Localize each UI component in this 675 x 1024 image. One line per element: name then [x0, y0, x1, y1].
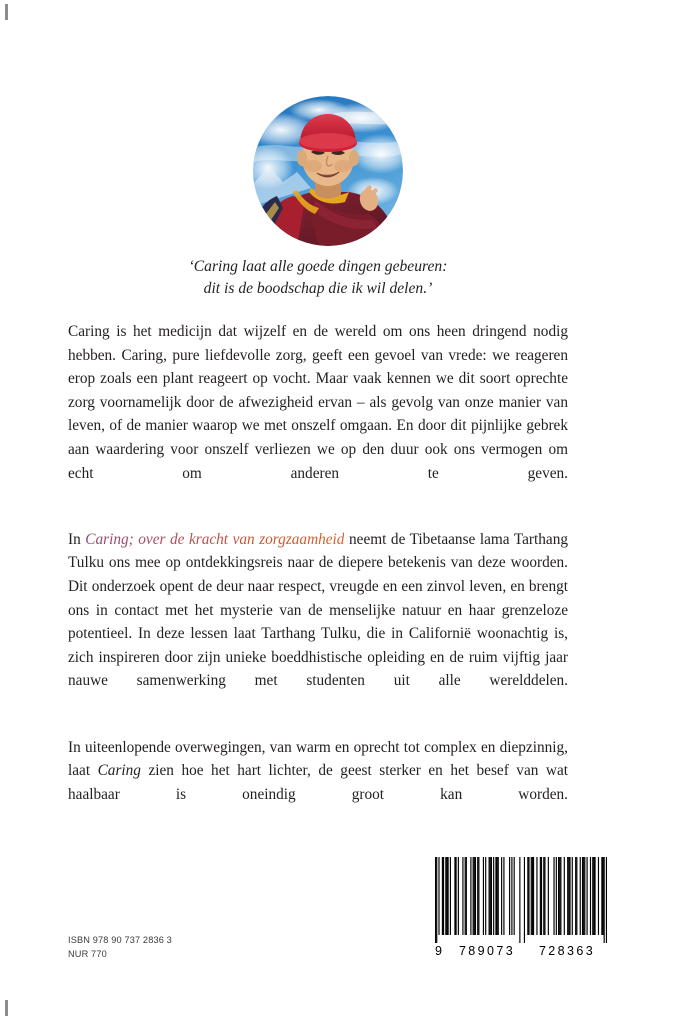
- barcode-bars: [435, 857, 607, 943]
- blurb-paragraph-1: Caring is het medicijn dat wijzelf en de wereld om ons heen dringend nodig hebben. Caring, pure liefdevolle zorg, geeft een gevoel van vrede: we reageren erop zoals een plant reageert op vocht. Maar vaak kennen we dit soort oprechte zorg voornamelijk door de afwezigheid ervan – als gevolg van onze manier van leven, of de manier waarop we met onszelf omgaan. En door dit pijnlijke gebrek aan waardering voor onszelf verliezen we op den duur ook ons vermogen om echt om anderen te geven.: [68, 323, 568, 482]
- pull-quote-line-2: dit is de boodschap die ik wil delen.’: [203, 280, 433, 297]
- ean13-barcode: [435, 857, 607, 958]
- blurb-paragraph-2-prefix: In: [68, 530, 86, 548]
- barcode-right-group: 728363: [538, 944, 596, 958]
- nur-text: NUR 770: [68, 948, 107, 959]
- book-title-short: Caring: [97, 762, 141, 780]
- blurb-paragraph-3: [68, 736, 568, 830]
- barcode-digits: [435, 944, 607, 958]
- blurb-text: [68, 320, 568, 830]
- book-title-highlight: Caring; over de kracht van zorgzaamheid: [85, 530, 345, 548]
- barcode-lead-digit: 9: [435, 944, 443, 958]
- barcode-left-group: 789073: [458, 944, 516, 958]
- blurb-paragraph-3-prefix: In uiteenlopende overwegingen, van warm en oprecht tot complex en diepzinnig, laat: [68, 738, 568, 780]
- blurb-paragraph-3-rest: zien hoe het hart lichter, de geest sterker en het besef van wat haalbaar is oneindig groot kan worden.: [68, 762, 568, 803]
- crop-mark-bottom-left: [5, 1000, 8, 1016]
- author-portrait: [253, 96, 403, 246]
- imprint-block: [68, 934, 172, 961]
- pull-quote-line-1: ‘Caring laat alle goede dingen gebeuren:: [188, 258, 448, 275]
- pull-quote: [68, 256, 568, 300]
- blurb-paragraph-2-rest: neemt de Tibetaanse lama Tarthang Tulku ons mee op ontdekkingsreis naar de diepere betekenis van deze woorden. Dit onderzoek opent de deur naar respect, vreugde en een zinvol leven, en brengt ons in contact met het mysterie van de menselijke natuur en haar grenzeloze potentieel. In deze lessen laat Tarthang Tulku, die in Californië woonachtig is, zich inspireren door zijn unieke boeddhistische opleiding en de ruim vijftig jaar nauwe samenwerking met studenten uit alle werelddelen.: [68, 530, 568, 690]
- isbn-text: ISBN 978 90 737 2836 3: [68, 935, 172, 945]
- blurb-paragraph-2: [68, 528, 568, 717]
- author-portrait-image: [253, 96, 403, 246]
- crop-mark-top-left: [5, 4, 8, 20]
